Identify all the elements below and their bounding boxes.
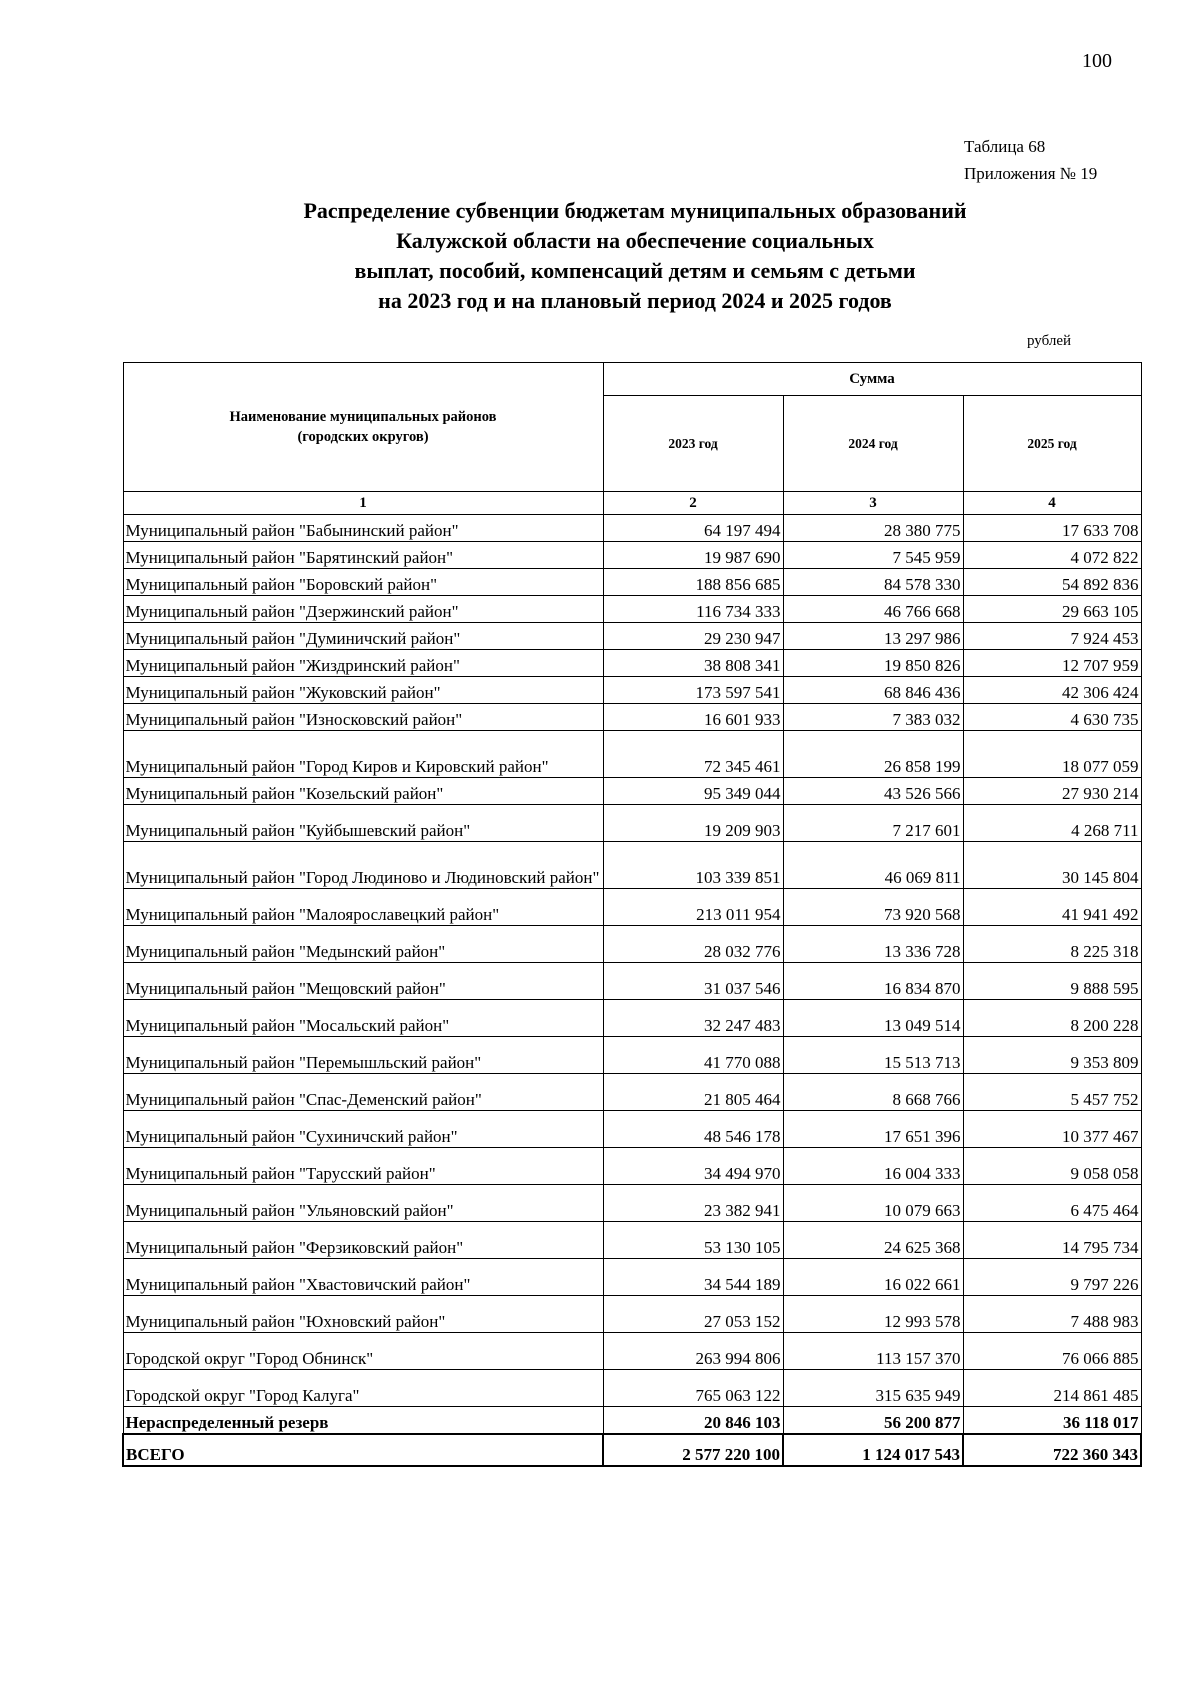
value-2025: 4 630 735 xyxy=(963,704,1141,731)
value-2024: 46 069 811 xyxy=(783,842,963,889)
header-municipality xyxy=(123,363,603,492)
value-2025: 6 475 464 xyxy=(963,1185,1141,1222)
total-row-name: ВСЕГО xyxy=(123,1434,603,1466)
value-2023: 31 037 546 xyxy=(603,963,783,1000)
row-name: Городской округ "Город Обнинск" xyxy=(123,1333,603,1370)
header-year-2023: 2023 год xyxy=(603,396,783,492)
value-2023: 53 130 105 xyxy=(603,1222,783,1259)
title-line: на 2023 год и на плановый период 2024 и 2025 годов xyxy=(378,288,892,313)
value-2024: 26 858 199 xyxy=(783,731,963,778)
header-year-2024: 2024 год xyxy=(783,396,963,492)
total-2023: 2 577 220 100 xyxy=(603,1434,783,1466)
value-2024: 73 920 568 xyxy=(783,889,963,926)
row-name: Муниципальный район "Бабынинский район" xyxy=(123,515,603,542)
reserve-2025: 36 118 017 xyxy=(963,1407,1141,1435)
row-name: Муниципальный район "Город Киров и Кировский район" xyxy=(123,731,603,778)
value-2024: 16 834 870 xyxy=(783,963,963,1000)
value-2025: 17 633 708 xyxy=(963,515,1141,542)
units-label: рублей xyxy=(1027,333,1072,349)
row-name: Муниципальный район "Мещовский район" xyxy=(123,963,603,1000)
value-2023: 19 987 690 xyxy=(603,542,783,569)
row-name: Муниципальный район "Город Людиново и Людиновский район" xyxy=(123,842,603,889)
value-2025: 30 145 804 xyxy=(963,842,1141,889)
value-2025: 214 861 485 xyxy=(963,1370,1141,1407)
value-2025: 29 663 105 xyxy=(963,596,1141,623)
page-number: 100 xyxy=(1082,50,1112,72)
value-2024: 16 004 333 xyxy=(783,1148,963,1185)
value-2023: 19 209 903 xyxy=(603,805,783,842)
value-2025: 9 797 226 xyxy=(963,1259,1141,1296)
value-2024: 13 049 514 xyxy=(783,1000,963,1037)
row-name: Городской округ "Город Калуга" xyxy=(123,1370,603,1407)
annex-label xyxy=(964,133,1097,187)
value-2025: 54 892 836 xyxy=(963,569,1141,596)
value-2023: 21 805 464 xyxy=(603,1074,783,1111)
table-body xyxy=(123,515,1141,1467)
value-2024: 113 157 370 xyxy=(783,1333,963,1370)
value-2023: 213 011 954 xyxy=(603,889,783,926)
value-2024: 46 766 668 xyxy=(783,596,963,623)
title-line: выплат, пособий, компенсаций детям и семьям с детьми xyxy=(354,258,916,283)
value-2025: 8 200 228 xyxy=(963,1000,1141,1037)
total-2025: 722 360 343 xyxy=(963,1434,1141,1466)
value-2025: 9 353 809 xyxy=(963,1037,1141,1074)
value-2023: 38 808 341 xyxy=(603,650,783,677)
row-name: Муниципальный район "Спас-Деменский район" xyxy=(123,1074,603,1111)
value-2025: 7 924 453 xyxy=(963,623,1141,650)
value-2024: 28 380 775 xyxy=(783,515,963,542)
value-2023: 41 770 088 xyxy=(603,1037,783,1074)
header-municipality-line1: Наименование муниципальных районов xyxy=(229,409,497,425)
value-2023: 188 856 685 xyxy=(603,569,783,596)
value-2023: 34 494 970 xyxy=(603,1148,783,1185)
row-name: Муниципальный район "Думиничский район" xyxy=(123,623,603,650)
value-2023: 64 197 494 xyxy=(603,515,783,542)
reserve-row-name: Нераспределенный резерв xyxy=(123,1407,603,1435)
value-2025: 42 306 424 xyxy=(963,677,1141,704)
value-2023: 34 544 189 xyxy=(603,1259,783,1296)
value-2024: 15 513 713 xyxy=(783,1037,963,1074)
value-2024: 19 850 826 xyxy=(783,650,963,677)
value-2024: 7 217 601 xyxy=(783,805,963,842)
value-2024: 16 022 661 xyxy=(783,1259,963,1296)
reserve-2023: 20 846 103 xyxy=(603,1407,783,1435)
subvention-table xyxy=(122,362,1142,1467)
value-2025: 9 058 058 xyxy=(963,1148,1141,1185)
value-2023: 27 053 152 xyxy=(603,1296,783,1333)
value-2024: 10 079 663 xyxy=(783,1185,963,1222)
value-2023: 29 230 947 xyxy=(603,623,783,650)
row-name: Муниципальный район "Износковский район" xyxy=(123,704,603,731)
value-2025: 76 066 885 xyxy=(963,1333,1141,1370)
value-2025: 14 795 734 xyxy=(963,1222,1141,1259)
value-2023: 48 546 178 xyxy=(603,1111,783,1148)
column-number: 1 xyxy=(123,492,603,515)
row-name: Муниципальный район "Барятинский район" xyxy=(123,542,603,569)
row-name: Муниципальный район "Тарусский район" xyxy=(123,1148,603,1185)
row-name: Муниципальный район "Куйбышевский район" xyxy=(123,805,603,842)
value-2023: 72 345 461 xyxy=(603,731,783,778)
value-2025: 9 888 595 xyxy=(963,963,1141,1000)
table-label: Таблица 68 xyxy=(964,137,1046,156)
row-name: Муниципальный район "Малоярославецкий район" xyxy=(123,889,603,926)
row-name: Муниципальный район "Козельский район" xyxy=(123,778,603,805)
row-name: Муниципальный район "Дзержинский район" xyxy=(123,596,603,623)
value-2023: 765 063 122 xyxy=(603,1370,783,1407)
appendix-label: Приложения № 19 xyxy=(964,164,1098,183)
value-2024: 7 383 032 xyxy=(783,704,963,731)
value-2024: 13 297 986 xyxy=(783,623,963,650)
value-2025: 5 457 752 xyxy=(963,1074,1141,1111)
value-2025: 27 930 214 xyxy=(963,778,1141,805)
value-2025: 41 941 492 xyxy=(963,889,1141,926)
column-number: 3 xyxy=(783,492,963,515)
value-2023: 116 734 333 xyxy=(603,596,783,623)
row-name: Муниципальный район "Медынский район" xyxy=(123,926,603,963)
value-2024: 8 668 766 xyxy=(783,1074,963,1111)
reserve-2024: 56 200 877 xyxy=(783,1407,963,1435)
total-2024: 1 124 017 543 xyxy=(783,1434,963,1466)
value-2025: 4 268 711 xyxy=(963,805,1141,842)
value-2024: 13 336 728 xyxy=(783,926,963,963)
row-name: Муниципальный район "Ферзиковский район" xyxy=(123,1222,603,1259)
value-2023: 28 032 776 xyxy=(603,926,783,963)
value-2023: 32 247 483 xyxy=(603,1000,783,1037)
value-2023: 103 339 851 xyxy=(603,842,783,889)
row-name: Муниципальный район "Хвастовичский район" xyxy=(123,1259,603,1296)
value-2024: 24 625 368 xyxy=(783,1222,963,1259)
row-name: Муниципальный район "Сухиничский район" xyxy=(123,1111,603,1148)
value-2025: 7 488 983 xyxy=(963,1296,1141,1333)
value-2024: 84 578 330 xyxy=(783,569,963,596)
value-2023: 263 994 806 xyxy=(603,1333,783,1370)
value-2025: 8 225 318 xyxy=(963,926,1141,963)
value-2023: 95 349 044 xyxy=(603,778,783,805)
value-2025: 18 077 059 xyxy=(963,731,1141,778)
column-number: 4 xyxy=(963,492,1141,515)
value-2024: 68 846 436 xyxy=(783,677,963,704)
header-year-2025: 2025 год xyxy=(963,396,1141,492)
row-name: Муниципальный район "Мосальский район" xyxy=(123,1000,603,1037)
row-name: Муниципальный район "Ульяновский район" xyxy=(123,1185,603,1222)
header-municipality-line2: (городских округов) xyxy=(297,429,429,445)
value-2025: 12 707 959 xyxy=(963,650,1141,677)
document-title xyxy=(120,196,1150,316)
row-name: Муниципальный район "Перемышльский район" xyxy=(123,1037,603,1074)
row-name: Муниципальный район "Жуковский район" xyxy=(123,677,603,704)
value-2025: 10 377 467 xyxy=(963,1111,1141,1148)
row-name: Муниципальный район "Жиздринский район" xyxy=(123,650,603,677)
header-sum: Сумма xyxy=(603,363,1141,396)
title-line: Распределение субвенции бюджетам муниципальных образований xyxy=(303,198,967,223)
column-number: 2 xyxy=(603,492,783,515)
row-name: Муниципальный район "Боровский район" xyxy=(123,569,603,596)
value-2024: 43 526 566 xyxy=(783,778,963,805)
value-2023: 173 597 541 xyxy=(603,677,783,704)
row-name: Муниципальный район "Юхновский район" xyxy=(123,1296,603,1333)
value-2024: 12 993 578 xyxy=(783,1296,963,1333)
value-2023: 16 601 933 xyxy=(603,704,783,731)
value-2025: 4 072 822 xyxy=(963,542,1141,569)
title-line: Калужской области на обеспечение социальных xyxy=(396,228,874,253)
value-2024: 315 635 949 xyxy=(783,1370,963,1407)
value-2024: 17 651 396 xyxy=(783,1111,963,1148)
value-2023: 23 382 941 xyxy=(603,1185,783,1222)
value-2024: 7 545 959 xyxy=(783,542,963,569)
